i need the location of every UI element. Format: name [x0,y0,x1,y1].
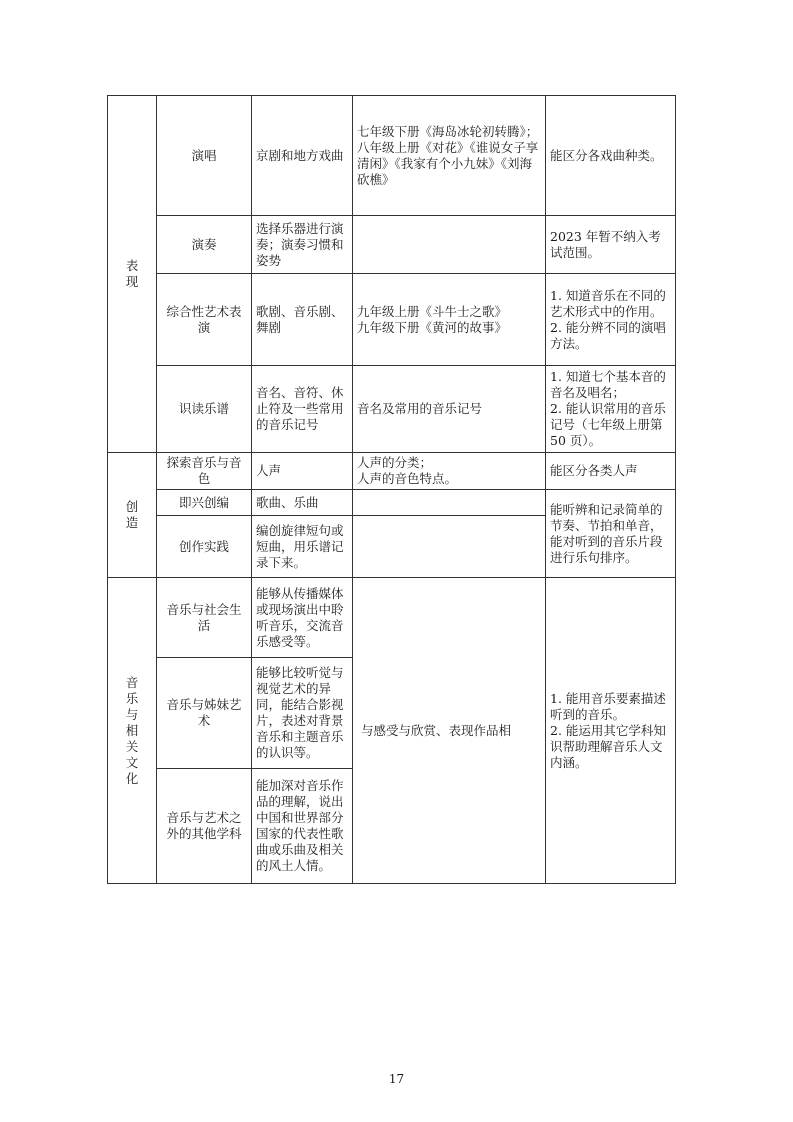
remark-cell: 能听辨和记录简单的节奏、节拍和单音，能对听到的音乐片段进行乐句排序。 [546,490,676,578]
content-cell: 音名及常用的音乐记号 [353,366,546,453]
item-cell: 即兴创编 [157,490,252,516]
category-cell [108,453,157,578]
page-number: 17 [388,1072,405,1086]
content-cell [353,490,546,516]
remark-cell: 能区分各戏曲种类。 [546,96,676,216]
content-cell: 七年级下册《海岛冰轮初转腾》； 八年级上册《对花》《谁说女子享清闲》《我家有个小九妹》《刘海砍樵》 [353,96,546,216]
table-row [108,366,676,453]
remark-cell: 1. 知道音乐在不同的艺术形式中的作用。 2. 能分辨不同的演唱方法。 [546,274,676,366]
remark-cell: 能区分各类人声 [546,453,676,490]
requirement-cell: 音名、音符、休止符及一些常用的音乐记号 [252,366,353,453]
requirement-cell: 编创旋律短句或短曲，用乐谱记录下来。 [252,516,353,578]
item-cell: 综合性艺术表演 [157,274,252,366]
category-cell [108,578,157,884]
requirement-cell: 能加深对音乐作品的理解，说出中国和世界部分国家的代表性歌曲或乐曲及相关的风土人情。 [252,769,353,884]
table-row [108,578,676,658]
content-cell: 九年级上册《斗牛士之歌》 九年级下册《黄河的故事》 [353,274,546,366]
item-cell: 音乐与姊妹艺术 [157,658,252,769]
table-row [108,274,676,366]
table-row [108,490,676,516]
item-cell: 音乐与艺术之外的其他学科 [157,769,252,884]
requirement-cell: 京剧和地方戏曲 [252,96,353,216]
item-cell: 创作实践 [157,516,252,578]
requirement-cell: 选择乐器进行演奏；演奏习惯和姿势 [252,216,353,274]
content-cell: 人声的分类； 人声的音色特点。 [353,453,546,490]
item-cell: 探索音乐与音色 [157,453,252,490]
table-row [108,453,676,490]
remark-cell: 1. 能用音乐要素描述听到的音乐。 2. 能运用其它学科知识帮助理解音乐人文内涵。 [546,578,676,884]
content-cell [353,216,546,274]
requirement-cell: 歌曲、乐曲 [252,490,353,516]
table-row [108,96,676,216]
requirement-cell: 能够从传播媒体或现场演出中聆听音乐，交流音乐感受等。 [252,578,353,658]
item-cell: 音乐与社会生活 [157,578,252,658]
requirement-cell: 人声 [252,453,353,490]
category-label: 音乐与相关文化 [125,674,139,786]
category-cell [108,96,157,453]
item-cell: 识读乐谱 [157,366,252,453]
remark-cell: 1. 知道七个基本音的音名及唱名； 2. 能认识常用的音乐记号（七年级上册第 50 页）。 [546,366,676,453]
requirement-cell: 歌剧、音乐剧、舞剧 [252,274,353,366]
item-cell: 演奏 [157,216,252,274]
category-label: 创造 [125,499,139,530]
content-cell [353,516,546,578]
remark-cell: 2023 年暂不纳入考试范围。 [546,216,676,274]
curriculum-table [107,95,676,884]
category-label: 表现 [125,258,139,289]
content-cell: 与感受与欣赏、表现作品相 [353,578,546,884]
requirement-cell: 能够比较听觉与视觉艺术的异同，能结合影视片，表述对背景音乐和主题音乐的认识等。 [252,658,353,769]
table-row [108,216,676,274]
item-cell: 演唱 [157,96,252,216]
